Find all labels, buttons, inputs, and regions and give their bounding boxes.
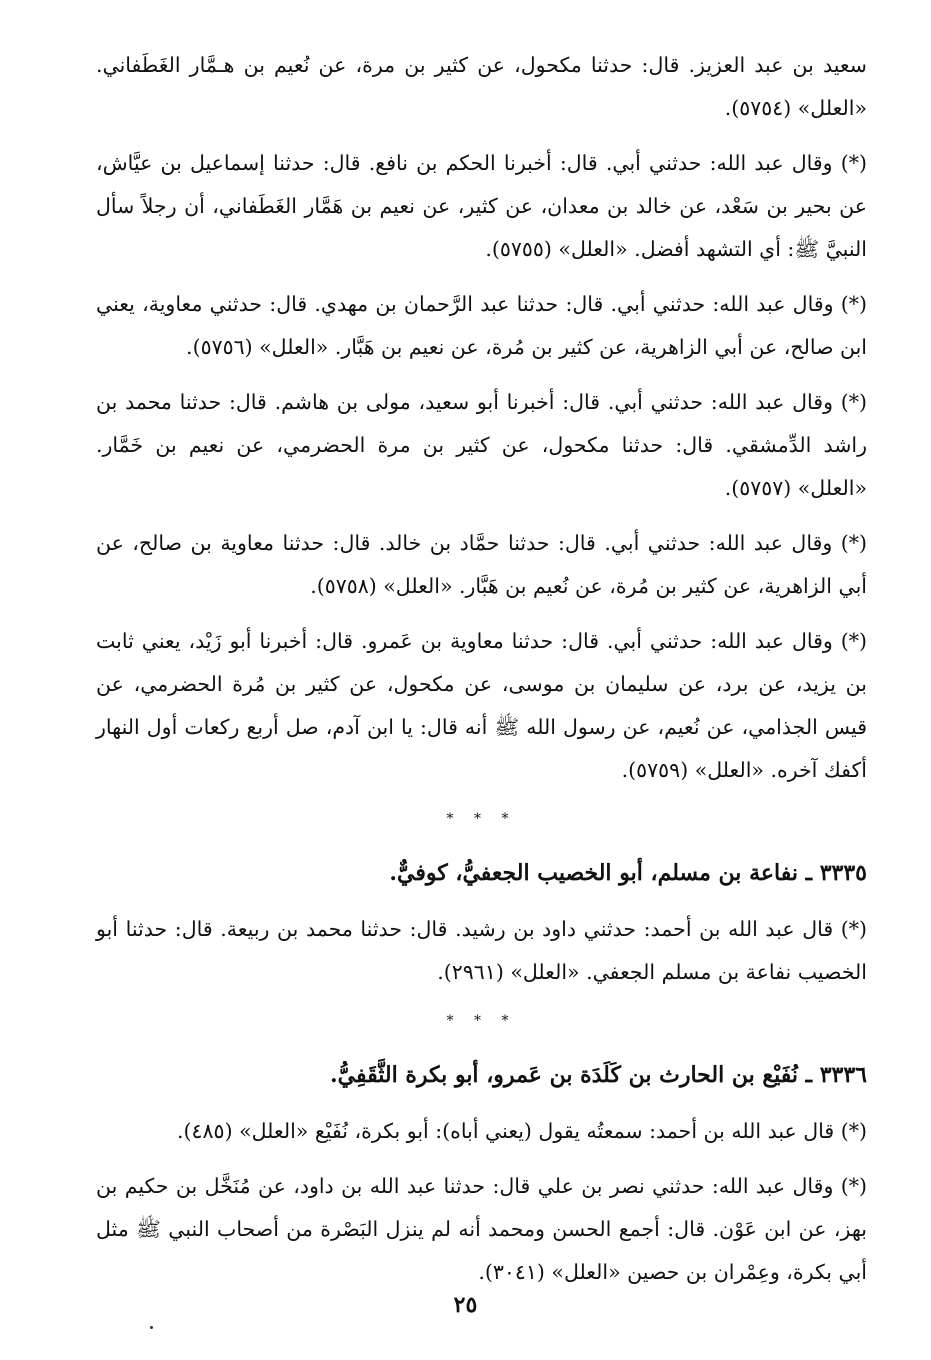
paragraph: (*) وقال عبد الله: حدثني نصر بن علي قال: حدثنا عبد الله بن داود، عن مُنَخَّل بن حكيم بن بهز، عن ابن عَوْن. قال: أجمع الحسن ومحمد أنه لم ينزل البَصْرة من أصحاب النبي ﷺ مثل أبي بكرة، وعِمْران بن حصين «العلل» (٣٠٤١). bbox=[96, 1174, 867, 1284]
paragraph: سعيد بن عبد العزيز. قال: حدثنا مكحول، عن كثير بن مرة، عن نُعيم بن هـمَّار الغَطَفاني. «العلل» (٥٧٥٤). bbox=[96, 53, 867, 120]
page-number: ٢٥ bbox=[453, 1292, 478, 1318]
paragraph: (*) قال عبد الله بن أحمد: سمعتُه يقول (يعني أباه): أبو بكرة، نُفَيْع «العلل» (٤٨٥). bbox=[177, 1119, 867, 1143]
section-separator: * * * bbox=[446, 811, 517, 827]
entry-heading-3336: ٣٣٣٦ ـ نُفَيْع بن الحارث بن كَلَدَة بن عَمرو، أبو بكرة الثَّقَفِيُّ. bbox=[329, 1062, 867, 1088]
entry-heading-3335: ٣٣٣٥ ـ نفاعة بن مسلم، أبو الخصيب الجعفيُّ، كوفيٌّ. bbox=[389, 860, 867, 886]
paragraph: (*) وقال عبد الله: حدثني أبي. قال: حدثنا عبد الرَّحمان بن مهدي. قال: حدثني معاوية، يعني ابن صالح، عن أبي الزاهرية، عن كثير بن مُرة، عن نعيم بن هَبَّار. «العلل» (٥٧٥٦). bbox=[96, 292, 867, 359]
paragraph: (*) وقال عبد الله: حدثني أبي. قال: حدثنا حمَّاد بن خالد. قال: حدثنا معاوية بن صالح، عن أبي الزاهرية، عن كثير بن مُرة، عن نُعيم بن هَبَّار. «العلل» (٥٧٥٨). bbox=[96, 531, 867, 598]
paragraph: (*) قال عبد الله بن أحمد: حدثني داود بن رشيد. قال: حدثنا محمد بن ربيعة. قال: حدثنا أبو الخصيب نفاعة بن مسلم الجعفي. «العلل» (٢٩٦١). bbox=[96, 917, 867, 984]
paragraph: (*) وقال عبد الله: حدثني أبي. قال: أخبرنا الحكم بن نافع. قال: حدثنا إسماعيل بن عيَّاش، عن بحير بن سَعْد، عن خالد بن معدان، عن كثير، عن نعيم بن هَمَّار الغَطَفاني، أن رجلاً سأل النبيَّ ﷺ: أي التشهد أفضل. «العلل» (٥٧٥٥). bbox=[96, 151, 867, 261]
scan-speck bbox=[150, 1326, 153, 1329]
paragraph: (*) وقال عبد الله: حدثني أبي. قال: أخبرنا أبو سعيد، مولى بن هاشم. قال: حدثنا محمد بن راشد الدِّمشقي. قال: حدثنا مكحول، عن كثير بن مرة الحضرمي، عن نعيم بن خَمَّار. «العلل» (٥٧٥٧). bbox=[96, 390, 867, 500]
paragraph: (*) وقال عبد الله: حدثني أبي. قال: حدثنا معاوية بن عَمرو. قال: أخبرنا أبو زَيْد، يعني ثابت بن يزيد، عن برد، عن سليمان بن موسى، عن مكحول، عن كثير بن مُرة الحضرمي، عن قيس الجذامي، عن نُعيم، عن رسول الله ﷺ أنه قال: يا ابن آدم، صل أربع ركعات أول النهار أكفك آخره. «العلل» (٥٧٥٩). bbox=[96, 629, 867, 782]
section-separator: * * * bbox=[446, 1013, 517, 1029]
